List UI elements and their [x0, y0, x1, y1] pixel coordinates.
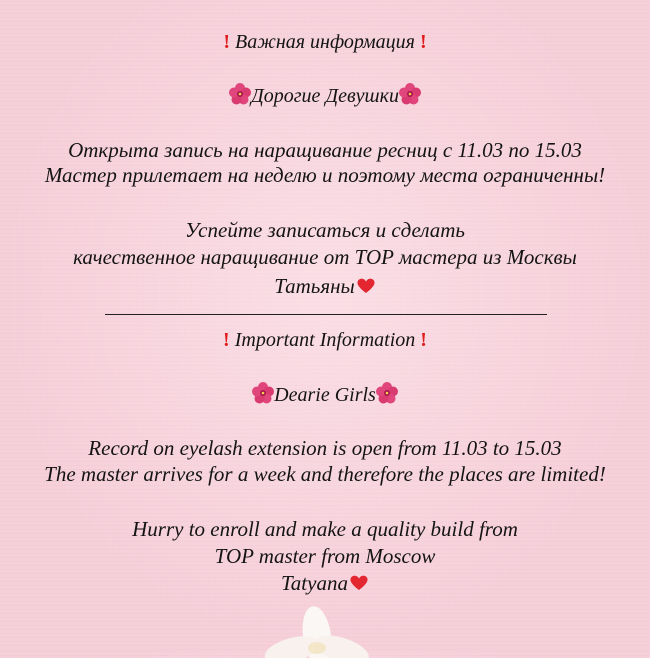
red-heart-icon: [349, 573, 369, 592]
english-line-2: The master arrives for a week and therefore the places are limited!: [44, 462, 606, 486]
english-line-5-wrap: [0, 571, 650, 595]
hibiscus-icon: [399, 83, 421, 105]
hibiscus-icon: [376, 382, 398, 404]
english-line-4: TOP master from Moscow: [214, 544, 436, 568]
exclamation-icon: !: [420, 329, 427, 351]
russian-line-4: качественное наращивание от TOP мастера из Москвы: [73, 245, 577, 269]
english-line-1: Record on eyelash extension is open from 11.03 to 15.03: [88, 436, 562, 460]
section-divider: [105, 314, 547, 315]
russian-line-2: Мастер прилетает на неделю и поэтому места ограниченны!: [44, 163, 606, 187]
russian-line-5: Татьяны: [274, 274, 355, 298]
russian-line-1: Открыта запись на наращивание ресниц с 11.03 по 15.03: [68, 138, 582, 162]
english-heading: Important Information: [234, 329, 416, 351]
exclamation-icon: !: [223, 329, 230, 351]
red-heart-icon: [356, 276, 376, 295]
english-greeting: Dearie Girls: [274, 384, 376, 406]
russian-greeting-line: [0, 83, 650, 108]
exclamation-icon: !: [419, 31, 427, 53]
russian-heading: Важная информация: [235, 31, 415, 53]
hibiscus-icon: [252, 382, 274, 404]
russian-heading-line: [0, 30, 650, 54]
english-greeting-line: [0, 382, 650, 407]
exclamation-icon: !: [223, 31, 231, 53]
russian-line-5-wrap: [0, 274, 650, 298]
hibiscus-icon: [229, 83, 251, 105]
russian-greeting: Дорогие Девушки: [250, 85, 400, 107]
russian-line-3: Успейте записаться и сделать: [185, 218, 465, 242]
english-line-5: Tatyana: [281, 571, 348, 595]
white-flower-icon: [262, 598, 372, 658]
english-heading-line: [0, 328, 650, 352]
english-line-3: Hurry to enroll and make a quality build from: [132, 517, 518, 541]
